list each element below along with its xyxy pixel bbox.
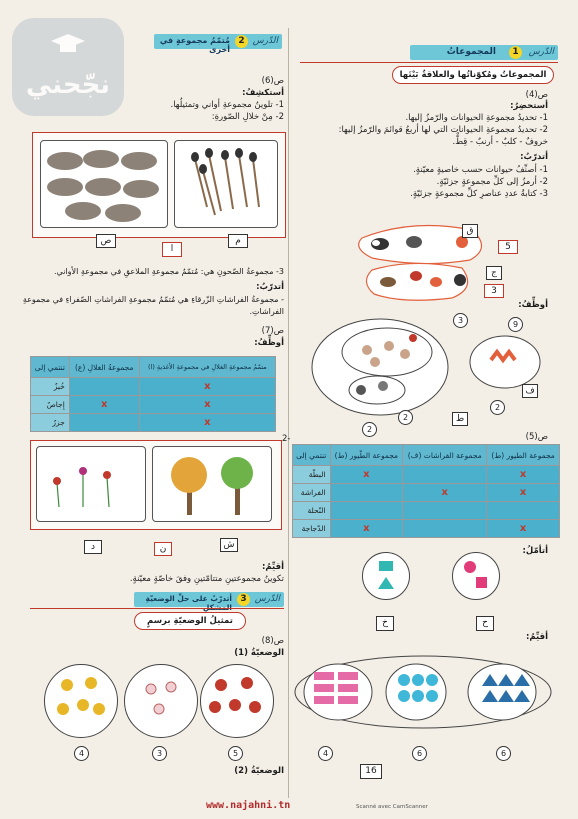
flowers-set	[36, 446, 146, 522]
table-cell: x	[487, 484, 560, 502]
animals-diagram	[352, 218, 502, 304]
set-label-box: ا	[162, 242, 182, 257]
number-circle: 4	[318, 746, 333, 761]
set-label-box: ح	[476, 616, 494, 631]
set-label-box: ط	[452, 412, 468, 426]
plates-illustration	[41, 141, 167, 227]
lesson-number: 2	[235, 35, 248, 48]
text-line: تكوينُ مجموعتينِ متتامّتينِ وفقَ خاصّةٍ معيّنةٍ.	[129, 574, 284, 584]
logo-text: نجّحني	[25, 70, 111, 100]
item-number: 2-	[282, 434, 291, 444]
section-title: أتأمّلُ:	[522, 546, 548, 556]
row-label: الفراشة	[293, 484, 331, 502]
page-ref: ص(4)	[525, 90, 548, 100]
text-line: خروفٌ - كلبٌ - أرنبٌ - قِطٌّ.	[452, 137, 548, 147]
table-header: مجموعة الفراشات (ف)	[403, 445, 487, 466]
section-title: الوضعيّةُ (2)	[234, 766, 284, 776]
table-cell	[403, 520, 487, 538]
column-divider	[288, 28, 289, 798]
objective-pill	[392, 66, 554, 84]
table-cell: x	[69, 396, 139, 414]
table-row	[31, 414, 276, 432]
text-line: 2- تحديدُ مجموعةِ الحيوانات التي لها أربعُ قوائمَ والرّمزُ إليها:	[338, 125, 548, 135]
objective-text: تمثيلُ الوضعيّةِ برسمٍ	[147, 616, 233, 626]
scanner-watermark: Scanné avec CamScanner	[356, 804, 428, 810]
membership-table	[292, 444, 560, 538]
number-circle: 2	[398, 410, 413, 425]
count-box: 3	[484, 284, 504, 298]
set-label-box: ف	[522, 384, 538, 398]
red-flowers-set	[200, 664, 274, 738]
number-circle: 3	[152, 746, 167, 761]
lesson-word: الدّرس	[254, 594, 280, 604]
count-box: 5	[498, 240, 518, 254]
table-header: مجموعة الطيور (ط)	[487, 445, 560, 466]
shapes-icon	[363, 553, 409, 599]
section-title: أستحضِرُ:	[510, 101, 548, 111]
lesson-title: أتدرّبُ على حلِّ الوضعيّةِ	[145, 594, 232, 603]
set-label-box: خ	[376, 616, 394, 631]
text-line: 2- مِنْ خلالِ الصّورةِ:	[211, 112, 284, 122]
set-label-box: ش	[220, 538, 238, 552]
lesson-word: الدّرس	[252, 36, 278, 46]
table-row	[293, 484, 560, 502]
set-label-box: ج	[486, 266, 502, 280]
number-circle: 6	[496, 746, 511, 761]
table-header: تنتمي إلى	[31, 357, 70, 378]
table-cell: x	[139, 396, 275, 414]
row-label: إِجاصٌ	[31, 396, 70, 414]
objective-text: المجموعاتُ ومُكوّناتُها والعلاقةُ بَيْنَها	[399, 70, 547, 80]
table-row	[31, 378, 276, 396]
section-title: أستكشِفُ:	[242, 88, 284, 98]
number-circle: 2	[362, 422, 377, 437]
section-title: أوظِّفُ:	[518, 300, 548, 310]
page-ref: ص(7)	[261, 326, 284, 336]
number-circle: 9	[508, 317, 523, 332]
spoons-illustration	[175, 141, 277, 227]
page-ref: ص(5)	[525, 432, 548, 442]
set-label-box: د	[84, 540, 102, 554]
trees-set	[152, 446, 272, 522]
shapes-circle-right	[452, 552, 500, 600]
lesson-2-header	[154, 34, 282, 54]
flowers-illustration	[201, 665, 273, 737]
food-table	[30, 356, 276, 432]
graduation-cap-icon	[50, 32, 86, 56]
white-flowers-set	[124, 664, 198, 738]
section-title: أقيِّمُ:	[525, 632, 548, 642]
table-row	[293, 466, 560, 484]
table-cell: x	[330, 520, 403, 538]
table-cell: x	[139, 378, 275, 396]
page-ref: ص(8)	[261, 636, 284, 646]
flowers-illustration	[125, 665, 197, 737]
row-label: جزرٌ	[31, 414, 70, 432]
table-cell	[69, 378, 139, 396]
table-cell	[487, 502, 560, 520]
table-header: تنتمي إلى	[293, 445, 331, 466]
table-row	[293, 520, 560, 538]
table-header: متمّمُ مجموعةِ الغلالِ في مجموعةِ الأغذيةِ (ا)	[139, 357, 275, 378]
text-line: 3- مجموعةُ الصّحونِ هي: مُتمّمُ مجموعةِ الملاعقِ في مجموعةِ الأواني.	[54, 267, 284, 276]
text-line: 1- أصنِّفُ حيوانات حسب خاصيةٍ معيّنةٍ.	[413, 165, 548, 175]
najahni-logo	[12, 18, 124, 116]
table-header: مجموعة الطّيور (ط)	[330, 445, 403, 466]
lesson-1-header	[410, 45, 558, 60]
lesson-number: 1	[509, 46, 522, 59]
total-box: 16	[360, 764, 382, 779]
header-rule	[300, 62, 558, 63]
number-circle: 5	[228, 746, 243, 761]
text-line: الفراشاتِ.	[249, 307, 284, 316]
table-cell: x	[487, 466, 560, 484]
section-title: أتدرّبُ:	[256, 282, 284, 292]
table-cell: x	[139, 414, 275, 432]
number-circle: 2	[490, 400, 505, 415]
section-title: أتدرّبُ:	[520, 152, 548, 162]
flowers-illustration	[45, 665, 117, 737]
section-title: أوظِّفُ:	[254, 338, 284, 348]
footer-url: www.najahni.tn	[206, 800, 291, 811]
table-row	[31, 396, 276, 414]
text-line: 3- كتابةُ عددِ عناصرِ كلِّ مجموعةٍ جزئيّةٍ.	[410, 189, 548, 199]
set-label-box: ق	[462, 224, 478, 238]
lesson-word: الدّرس	[528, 47, 554, 57]
number-circle: 3	[453, 313, 468, 328]
table-cell: x	[487, 520, 560, 538]
section-title: الوضعيّةُ (1)	[234, 648, 284, 658]
shapes-icon	[453, 553, 499, 599]
table-cell	[330, 502, 403, 520]
trees-illustration	[153, 447, 271, 521]
shapes-circle-left	[362, 552, 410, 600]
row-label: النّحلة	[293, 502, 331, 520]
spoons-set	[174, 140, 278, 228]
yellow-flowers-set	[44, 664, 118, 738]
text-line: 1- تحديدُ مجموعةِ الحيوانات والرّمزُ إليها.	[405, 113, 548, 123]
evaluate-sets	[292, 652, 554, 732]
table-cell: x	[330, 466, 403, 484]
text-line: 1- تلوينُ مجموعةِ أواني وتمثيلُها.	[170, 100, 284, 110]
set-label-box: م	[228, 234, 248, 248]
table-cell	[403, 466, 487, 484]
row-label: خُبزٌ	[31, 378, 70, 396]
set-label-box: ن	[154, 542, 172, 556]
table-header: مجموعةُ الغلالِ (ع)	[69, 357, 139, 378]
row-label: البطّة	[293, 466, 331, 484]
page-ref: ص(6)	[261, 76, 284, 86]
row-label: الدّجاجة	[293, 520, 331, 538]
text-line: 2- أرمزُ إلى كلِّ مجموعةٍ جزئيّةٍ.	[436, 177, 548, 187]
section-title: أقيِّمُ:	[261, 562, 284, 572]
table-cell	[69, 414, 139, 432]
header-rule	[30, 608, 284, 609]
objective-pill	[134, 612, 246, 630]
lesson-number: 3	[237, 593, 250, 606]
lesson-title: مُتمّمُ مجموعةٍ في أخرى	[159, 36, 230, 54]
lesson-3-header	[134, 592, 284, 607]
table-cell: x	[403, 484, 487, 502]
plates-set	[40, 140, 168, 228]
set-label-box: ص	[96, 234, 116, 248]
table-cell	[330, 484, 403, 502]
lesson-title: المجموعاتُ	[446, 47, 496, 57]
text-line: - مجموعةُ الفراشاتِ الزّرقاءِ هي مُتمّمُ مجموعةِ الفراشاتِ الصّفراءِ في مجموعةِ	[22, 295, 284, 304]
table-row	[293, 502, 560, 520]
number-circle: 6	[412, 746, 427, 761]
number-circle: 4	[74, 746, 89, 761]
table-cell	[403, 502, 487, 520]
flowers-illustration	[37, 447, 145, 521]
